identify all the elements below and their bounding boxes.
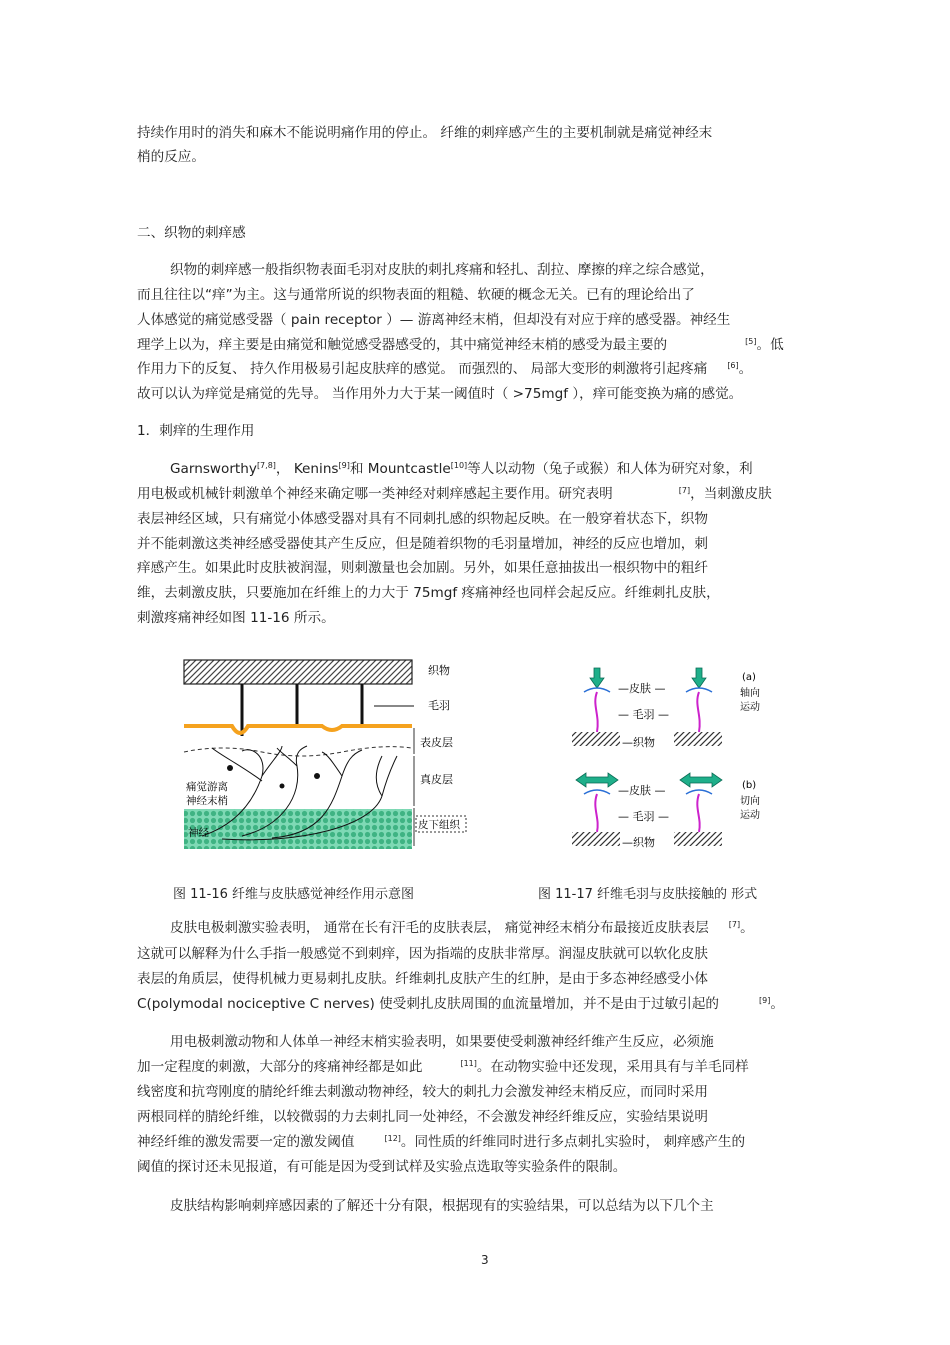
text-run: ，当刺激皮肤 [690,486,772,502]
text-line: 痒感产生。如果此时皮肤被润湿，则刺激量也会加剧。另外，如果任意抽拔出一根织物中的粗纤 [137,560,708,576]
label-b-2: 运动 [740,810,760,821]
text-run: 作用力下的反复、 持久作用极易引起皮肤痒的感觉。 而强烈的、 局部大变形的刺激将引起疼痛 [137,361,708,377]
label-skin: —皮肤 — [618,682,666,695]
text-line: 并不能刺激这类神经感受器使其产生反应，但是随着织物的毛羽量增加，神经的反应也增加，刺 [137,536,708,552]
label-nerve: 神经 [188,827,209,839]
text-line [137,1133,745,1151]
hair-fiber [697,692,699,732]
text-run: 。同性质的纤维同时进行多点刺扎实验时， 刺痒感产生的 [400,1134,746,1150]
figure-11-16 [182,656,482,856]
nerve-bulb [227,765,233,771]
text-line: 维，去刺激皮肤，只要施加在纤维上的力大于 75mgf 疼痛神经也同样会起反应。纤维刺扎皮肤， [137,585,720,601]
text-line: 而且往往以“痒”为主。这与通常所说的织物表面的粗糙、软硬的概念无关。已有的理论给出了 [137,287,695,303]
text-run: ， Kenins [275,461,339,477]
arrow-down-icon [692,668,706,688]
fabric-block [572,832,620,846]
text-line: 持续作用时的消失和麻木不能说明痛作用的停止。 纤维的刺痒感产生的主要机制就是痛觉神经末 [137,125,713,141]
text-run: 。 [770,996,784,1012]
text-run: 皮肤电极刺激实验表明， 通常在长有汗毛的皮肤表层， 痛觉神经末梢分布最接近皮肤表层 [170,920,709,936]
text-line [137,360,752,378]
text-line [137,995,784,1013]
figure-caption: 图 11-16 纤维与皮肤感觉神经作用示意图 [173,887,415,902]
subsection-title: 1．刺痒的生理作用 [137,423,255,439]
label-a-2: 运动 [740,702,760,713]
text-run: 。 [740,920,754,936]
text-line: 线密度和抗弯刚度的腈纶纤维去刺激动物神经，较大的刺扎力会激发神经末梢反应，而同时采用 [137,1084,708,1100]
label-hair: 毛羽 [428,699,450,712]
label-b-1: 切向 [740,796,760,807]
label-fabric: —织物 [622,836,655,849]
text-line [137,485,772,503]
text-run: 和 Mountcastle [349,461,451,477]
citation-ref: [12] [384,1134,401,1143]
text-line: 梢的反应。 [137,149,205,165]
text-run: 神经纤维的激发需要一定的激发阈值 [137,1134,355,1150]
label-a-tag: (a) [742,672,756,683]
text-run: 加一定程度的刺激，大部分的疼痛神经都是如此 [137,1059,423,1075]
text-run: 用电极或机械针刺激单个神经来确定哪一类神经对刺痒感起主要作用。研究表明 [137,486,613,502]
text-run: C(polymodal nociceptive C nerves) 使受刺扎皮肤周围的血流量增加，并不是由于过敏引起的 [137,996,720,1012]
citation-ref: [9] [338,461,350,470]
text-line: 两根同样的腈纶纤维，以较微弱的力去刺扎同一处神经，不会激发神经纤维反应，实验结果说明 [137,1109,708,1125]
label-epidermis: 表皮层 [420,736,453,749]
citation-ref: [6] [727,361,739,370]
label-skin: —皮肤 — [618,784,666,797]
text-run: 等人以动物（兔子或猴）和人体为研究对象，利 [467,461,753,477]
nerve-bulb [280,784,285,789]
text-line [170,919,754,937]
skin-curve [584,688,610,692]
skin-curve [686,790,712,794]
citation-ref: [7] [728,920,741,929]
text-run: 。在动物实验中还发现，采用具有与羊毛同样 [476,1059,749,1075]
figure-caption: 图 11-17 纤维毛羽与皮肤接触的 形式 [538,887,758,902]
skin-curve [686,688,712,692]
figure-11-17 [570,660,780,860]
citation-ref: [7] [678,486,691,495]
text-run: Garnsworthy [170,461,257,477]
text-run: 。 [738,361,753,377]
text-line: 用电极刺激动物和人体单一神经末梢实验表明，如果要使受刺激神经纤维产生反应，必须施 [170,1034,714,1050]
citation-ref: [9] [759,996,771,1005]
double-arrow-icon [576,773,618,787]
text-line: 故可以认为痒觉是痛觉的先导。 当作用外力大于某一阈值时（ >75mgf ），痒可能变换为痛的感觉。 [137,386,743,402]
label-nerve-end-1: 痛觉游离 [186,781,228,793]
citation-ref: [10] [450,461,468,470]
fabric-block [674,832,722,846]
citation-ref: [7,8] [256,461,276,470]
double-arrow-icon [680,773,722,787]
text-line: 织物的刺痒感一般指织物表面毛羽对皮肤的刺扎疼痛和轻扎、刮拉、摩擦的痒之综合感觉， [170,262,714,278]
label-hair: — 毛羽 — [618,708,669,721]
fabric-layer [184,660,412,684]
label-nerve-end-2: 神经末梢 [186,795,228,807]
epidermis-boundary [184,747,412,756]
hair-fiber [595,692,597,732]
label-a-1: 轴向 [740,688,760,699]
skin-surface [184,726,412,733]
label-dermis: 真皮层 [420,773,453,786]
section-title: 二、织物的刺痒感 [137,225,246,241]
text-line: 阈值的探讨还未见报道，有可能是因为受到试样及实验点选取等实验条件的限制。 [137,1159,627,1175]
text-line: 皮肤结构影响刺痒感因素的了解还十分有限，根据现有的实验结果，可以总结为以下几个主 [170,1198,714,1214]
citation-ref: [5] [745,337,757,346]
text-line: 表层的角质层，使得机械力更易刺扎皮肤。纤维刺扎皮肤产生的红肿，是由于多态神经感受小体 [137,971,708,987]
label-fabric: —织物 [622,736,655,749]
text-line: 这就可以解释为什么手指一般感觉不到刺痒，因为指端的皮肤非常厚。润湿皮肤就可以软化皮肤 [137,946,708,962]
label-fabric: 织物 [428,664,450,677]
text-line: 刺激疼痛神经如图 11-16 所示。 [137,610,335,626]
arrow-down-icon [590,668,604,688]
hair-fiber [697,794,699,832]
text-line [170,460,753,478]
label-subcutaneous: 皮下组织 [418,819,460,831]
text-line: 人体感觉的痛觉感受器（ pain receptor ）— 游离神经末梢，但却没有对应于痒的感受器。神经生 [137,312,731,328]
text-line: 表层神经区域，只有痛觉小体感受器对具有不同刺扎感的织物起反映。在一般穿着状态下，织物 [137,511,708,527]
hair-fiber [595,794,597,832]
text-line [137,336,784,354]
fabric-block [572,732,620,746]
text-run: 理学上以为，痒主要是由痛觉和触觉感受器感受的，其中痛觉神经末梢的感受为最主要的 [137,337,668,353]
fabric-block [674,732,722,746]
page-number: 3 [481,1253,489,1267]
nerve-bulb [314,773,320,779]
label-b-tag: (b) [742,780,757,791]
skin-curve [584,790,610,794]
text-line [137,1058,749,1076]
citation-ref: [11] [460,1059,477,1068]
label-hair: — 毛羽 — [618,810,669,823]
text-run: 。低 [756,337,784,353]
